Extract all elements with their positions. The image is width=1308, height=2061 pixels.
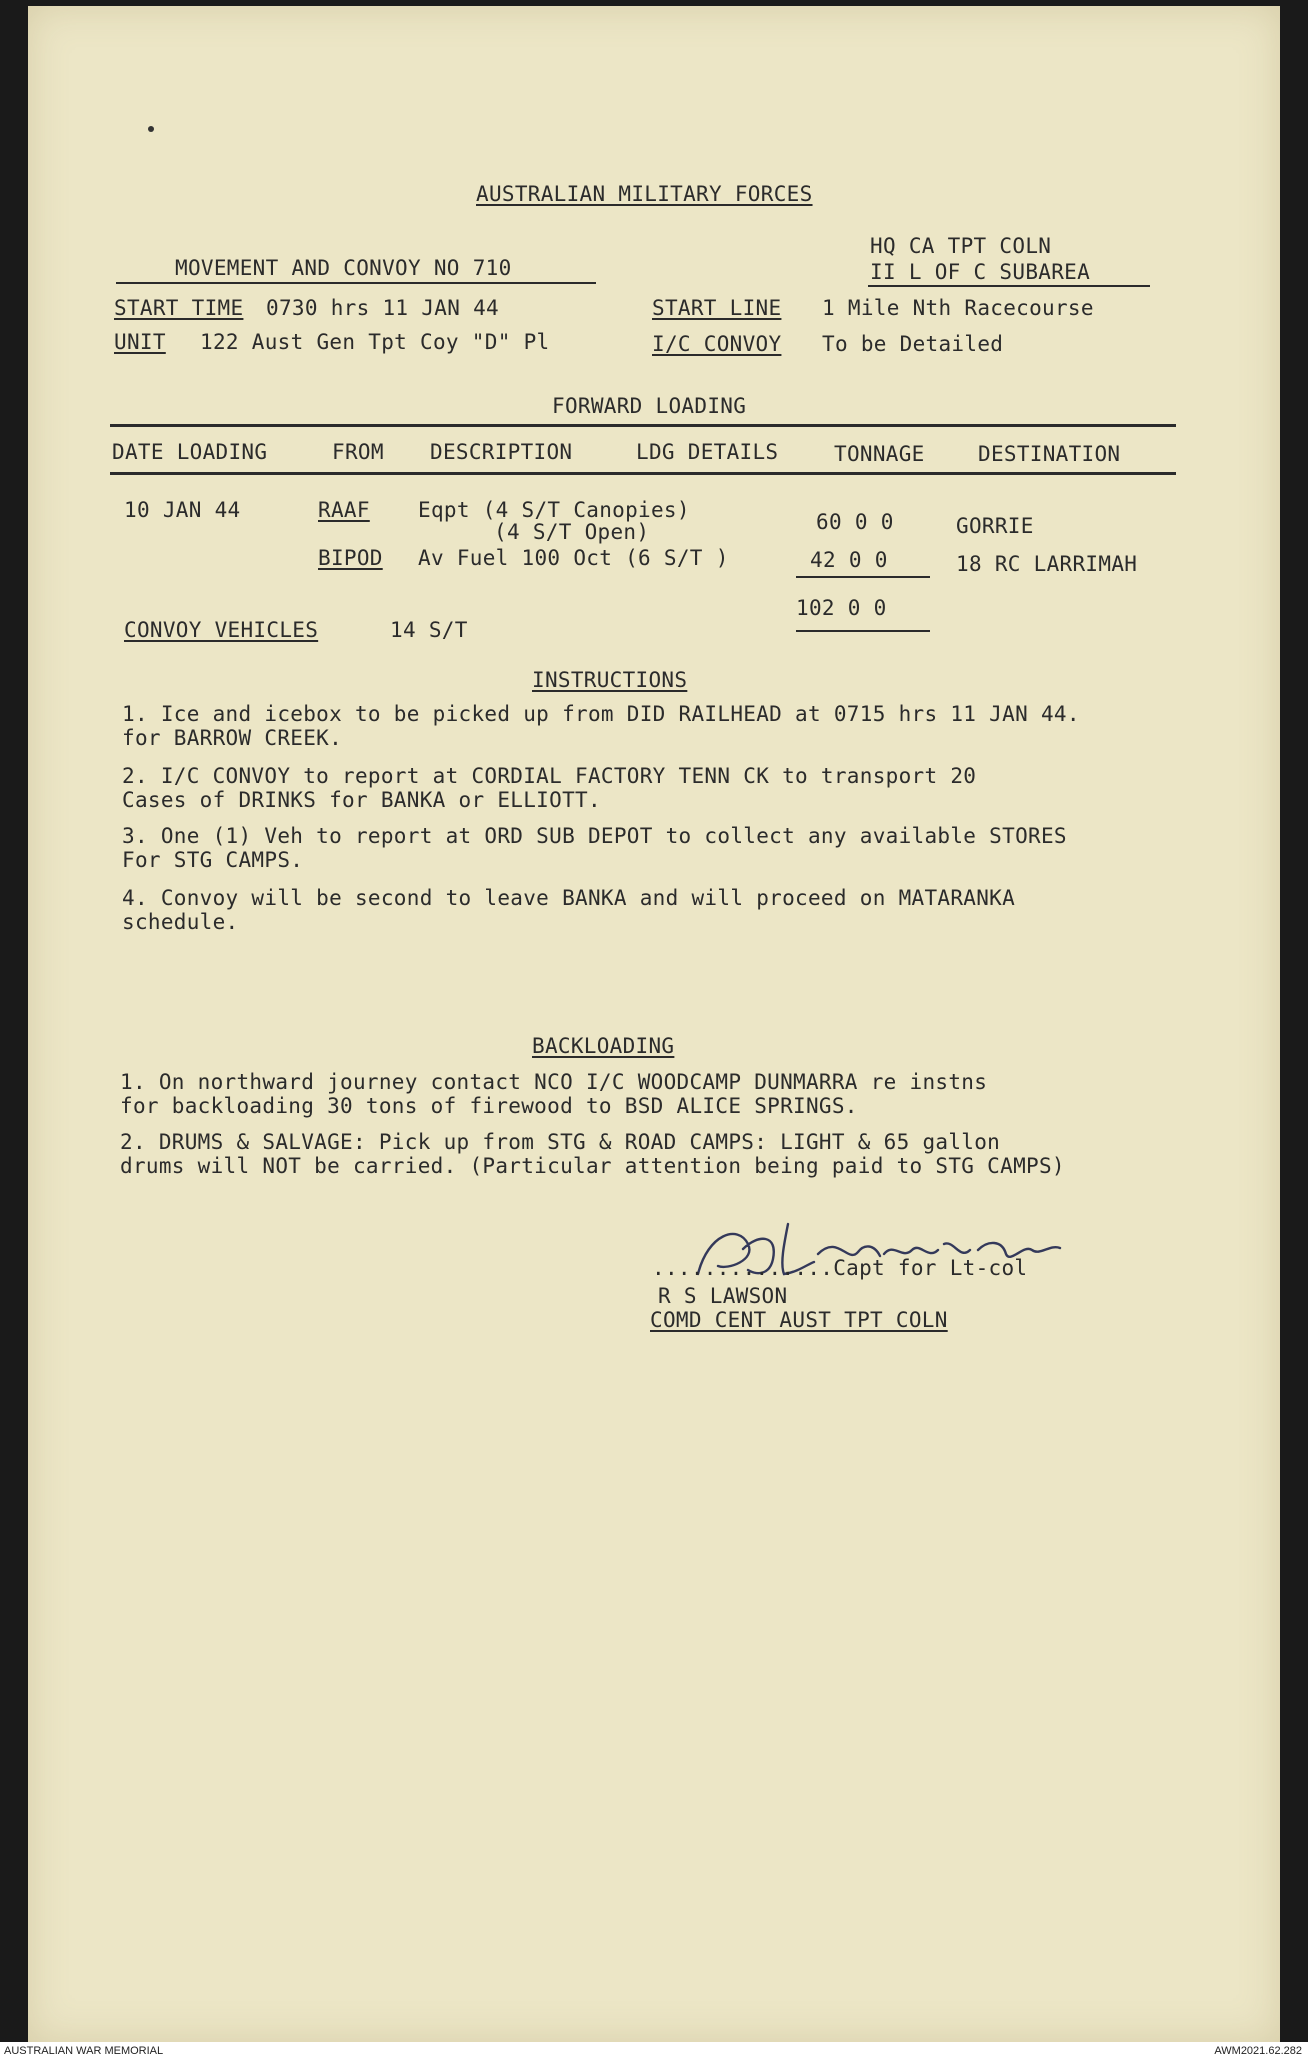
row1-from: RAAF — [318, 498, 370, 522]
total-top-rule — [796, 576, 930, 578]
instruction-1-line-1: 1. Ice and icebox to be picked up from DID RAILHEAD at 0715 hrs 11 JAN 44. — [122, 702, 1080, 726]
start-line-label: START LINE — [652, 296, 782, 320]
signatory-name: R S LAWSON — [658, 1284, 788, 1308]
col-from: FROM — [332, 440, 384, 464]
row2-from: BIPOD — [318, 546, 383, 570]
instruction-2-line-2: Cases of DRINKS for BANKA or ELLIOTT. — [122, 788, 601, 812]
hq-line-1: HQ CA TPT COLN — [870, 234, 1052, 258]
instruction-1-line-2: for BARROW CREEK. — [122, 726, 343, 750]
row1-destination: GORRIE — [956, 514, 1034, 538]
row-date: 10 JAN 44 — [124, 498, 241, 522]
instruction-2-line-1: 2. I/C CONVOY to report at CORDIAL FACTORY TENN CK to transport 20 — [122, 764, 977, 788]
row2-tonnage: 42 0 0 — [810, 548, 888, 572]
unit-label: UNIT — [114, 330, 166, 354]
instruction-4-line-2: schedule. — [122, 910, 239, 934]
instruction-3-line-1: 3. One (1) Veh to report at ORD SUB DEPOT to collect any available STORES — [122, 824, 1067, 848]
table-top-rule — [110, 424, 1176, 427]
start-time-label: START TIME — [114, 296, 244, 320]
backloading-1-line-2: for backloading 30 tons of firewood to BSD ALICE SPRINGS. — [120, 1094, 858, 1118]
hq-line-2: II L OF C SUBAREA — [870, 260, 1091, 284]
col-ldg-details: LDG DETAILS — [636, 440, 779, 464]
handwritten-signature — [688, 1204, 1108, 1294]
backloading-heading: BACKLOADING — [532, 1034, 675, 1058]
backloading-2-line-1: 2. DRUMS & SALVAGE: Pick up from STG & ROAD CAMPS: LIGHT & 65 gallon — [120, 1130, 1001, 1154]
col-description: DESCRIPTION — [430, 440, 573, 464]
ic-convoy-label: I/C CONVOY — [652, 332, 782, 356]
row1-description-2: (4 S/T Open) — [494, 520, 650, 544]
signatory-title: COMD CENT AUST TPT COLN — [650, 1308, 948, 1332]
total-bottom-rule — [796, 630, 930, 632]
forward-loading-heading: FORWARD LOADING — [552, 394, 747, 418]
ic-convoy-value: To be Detailed — [822, 332, 1004, 356]
row1-description-1: Eqpt (4 S/T Canopies) — [418, 498, 690, 522]
convoy-vehicles-value: 14 S/T — [390, 618, 468, 642]
signature-dots-line: ..............Capt for Lt-col — [652, 1256, 1028, 1280]
instructions-heading: INSTRUCTIONS — [532, 668, 688, 692]
footer-bar — [0, 2042, 1308, 2061]
ink-mark — [148, 126, 154, 132]
backloading-2-line-2: drums will NOT be carried. (Particular attention being paid to STG CAMPS) — [120, 1154, 1065, 1178]
document-title: AUSTRALIAN MILITARY FORCES — [476, 182, 813, 206]
row1-tonnage: 60 0 0 — [816, 510, 894, 534]
instruction-3-line-2: For STG CAMPS. — [122, 848, 304, 872]
backloading-1-line-1: 1. On northward journey contact NCO I/C WOODCAMP DUNMARRA re instns — [120, 1070, 988, 1094]
hq-underline — [868, 285, 1150, 287]
col-destination: DESTINATION — [978, 442, 1121, 466]
start-line-value: 1 Mile Nth Racecourse — [822, 296, 1094, 320]
document-sheet — [28, 6, 1280, 2042]
total-tonnage: 102 0 0 — [796, 596, 887, 620]
col-tonnage: TONNAGE — [834, 442, 925, 466]
unit-value: 122 Aust Gen Tpt Coy "D" Pl — [200, 330, 550, 354]
start-time-value: 0730 hrs 11 JAN 44 — [266, 296, 499, 320]
instruction-4-line-1: 4. Convoy will be second to leave BANKA and will proceed on MATARANKA — [122, 886, 1016, 910]
convoy-vehicles-label: CONVOY VEHICLES — [124, 618, 319, 642]
row2-description: Av Fuel 100 Oct (6 S/T ) — [418, 546, 729, 570]
row2-destination: 18 RC LARRIMAH — [956, 552, 1138, 576]
movement-title: MOVEMENT AND CONVOY NO 710 — [175, 256, 512, 280]
col-date-loading: DATE LOADING — [112, 440, 268, 464]
footer-left-text: AUSTRALIAN WAR MEMORIAL — [4, 2045, 164, 2057]
movement-underline — [116, 282, 596, 284]
footer-right-text: AWM2021.62.282 — [1214, 2045, 1302, 2057]
table-header-rule — [110, 472, 1176, 475]
